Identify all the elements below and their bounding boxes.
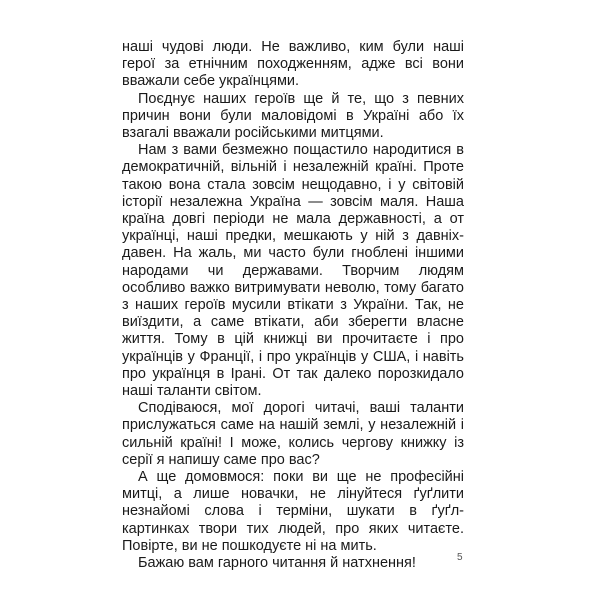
- body-text: [122, 39, 464, 572]
- paragraph: Поєднує наших героїв ще й те, що з певних причин вони були маловідомі в Україні або їх взагалі вважали російськими митцями.: [122, 90, 464, 142]
- paragraph: Сподіваюся, мої дорогі читачі, ваші таланти прислужаться саме на нашій землі, у незалежній і сильній країні! І може, колись чергову книжку із серії я напишу саме про вас?: [122, 400, 464, 468]
- page-number: 5: [457, 552, 463, 563]
- paragraph: Нам з вами безмежно пощастило народитися в демократичній, вільній і незалежній країні. Проте такою вона стала зовсім нещодавно, і у світовій історії незалежна Україна — зовсім маля. Наша країна довгі періоди не мала державності, а от українці, наші предки, мешкають у ній з давніх-давен. На жаль, ми часто були гноблені іншими народами чи державами. Творчим людям особливо важко витримувати неволю, тому багато з наших героїв мусили втікати з України. Так, не виїздити, а саме втікати, аби зберегти власне життя. Тому в цій книжці ви прочитаєте і про українців у Франції, і про українців у США, і навіть про українця в Ірані. От так далеко порозкидало наші таланти світом.: [122, 142, 464, 400]
- paragraph: А ще домовмося: поки ви ще не професійні митці, а лише новачки, не лінуйтеся ґуґлити незнайомі слова і терміни, шукати в ґуґл-картинках твори тих людей, про яких читаєте. Повірте, ви не пошкодуєте ні на мить.: [122, 469, 464, 554]
- paragraph-closing: Бажаю вам гарного читання й натхнення!: [138, 555, 416, 572]
- paragraph-continued: наші чудові люди. Не важливо, ким були наші герої за етнічним походженням, адже всі вони вважали себе українцями.: [122, 39, 464, 90]
